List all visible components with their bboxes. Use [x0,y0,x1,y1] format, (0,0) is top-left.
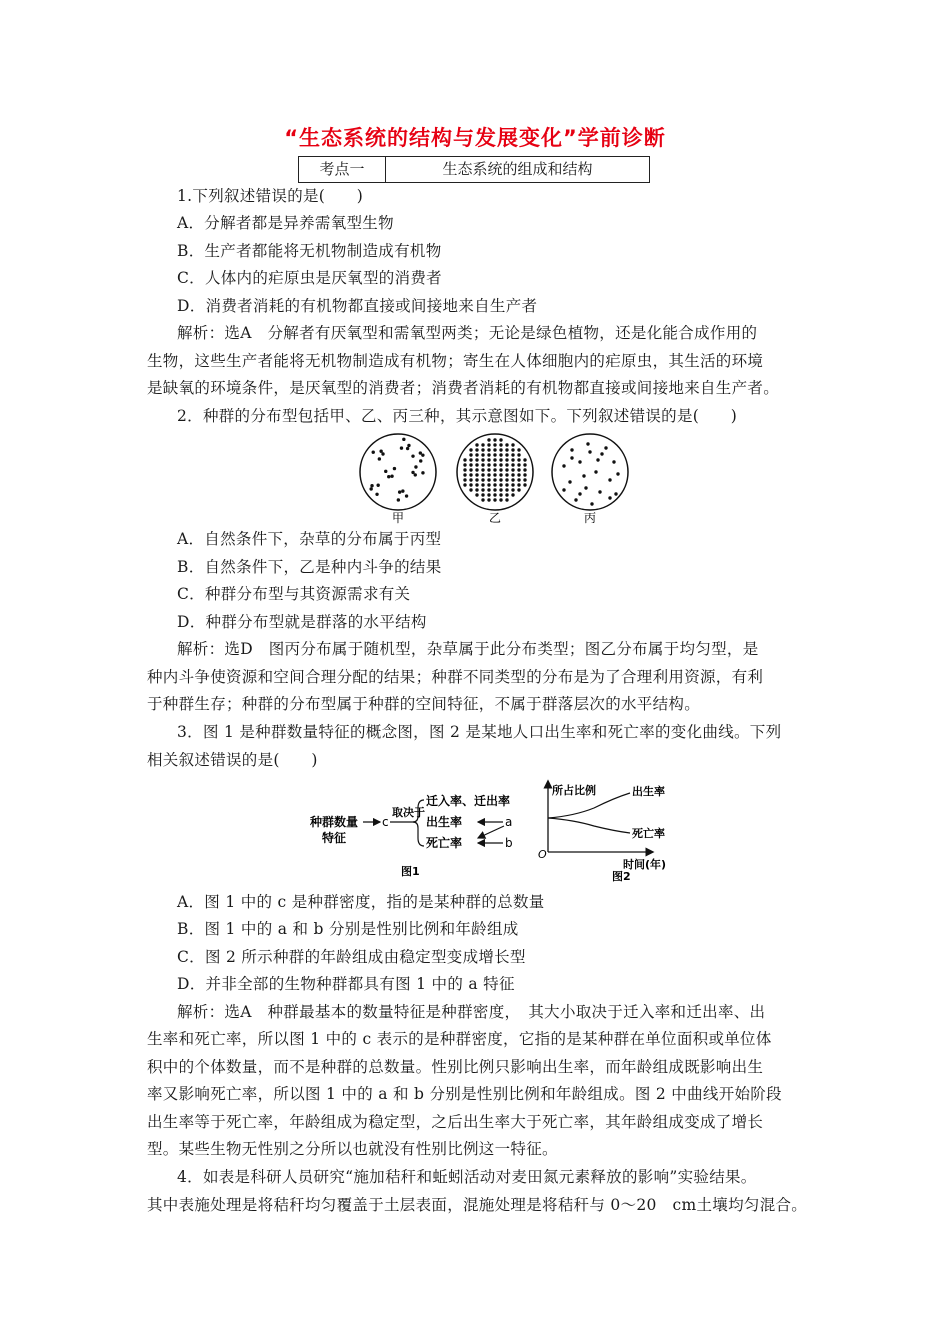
dot [505,458,508,461]
dot [481,448,484,451]
dot [511,468,514,471]
dot [517,478,520,481]
label-jia: 甲 [392,511,405,524]
fig1-death: 死亡率 [426,836,463,850]
dot [390,474,393,477]
dot [475,448,478,451]
clumped-dots [369,438,424,502]
fig2-origin: O [538,848,547,861]
dot [475,463,478,466]
figure-1 [308,786,533,882]
dot [517,488,520,491]
dot [562,464,565,467]
topic-name: 生态系统的组成和结构 [442,160,593,178]
dot [493,483,496,486]
dot [407,444,410,447]
dot [511,448,514,451]
dot [584,486,587,489]
dot [505,473,508,476]
dot [598,490,601,493]
dot [511,473,514,476]
dot [499,453,502,456]
dot [469,458,472,461]
q3-analysis-line: 积中的个体数量，而不是种群的总数量。性别比例只影响出生率，而年龄组成既影响出生 [147,1058,764,1076]
dot [517,458,520,461]
q2-option-b: B．自然条件下，乙是种内斗争的结果 [177,558,442,576]
dot [493,473,496,476]
dot [487,493,490,496]
dot [414,473,417,476]
dot [582,474,585,477]
dot [369,487,372,490]
dot [586,442,589,445]
q3-analysis-line: 型。某些生物无性别之分所以也就没有性别比例这一特征。 [147,1140,558,1158]
dot [469,478,472,481]
fig1-c: c [382,815,389,829]
dot [570,456,573,459]
dot [384,470,387,473]
dot [463,468,466,471]
page-title: “生态系统的结构与发展变化”学前诊断 [284,126,666,150]
dot [570,448,573,451]
q2-option-c: C．种群分布型与其资源需求有关 [177,585,411,603]
q1-option-b: B．生产者都能将无机物制造成有机物 [177,242,442,260]
dot [493,458,496,461]
label-bing: 丙 [584,511,597,524]
fig1-main-node-2: 特征 [322,831,347,845]
dot [469,463,472,466]
q1-option-a: A．分解者都是异养需氧型生物 [177,214,394,232]
dot [487,458,490,461]
dot [398,490,401,493]
dot [493,453,496,456]
dot [487,498,490,501]
dot [578,460,581,463]
dot [511,478,514,481]
dot [469,468,472,471]
dot [505,478,508,481]
dot [493,478,496,481]
dot [378,457,381,460]
uniform-dots [463,438,526,501]
dot [616,472,619,475]
dot [475,453,478,456]
dot [411,454,414,457]
dot [511,483,514,486]
dot [419,451,422,454]
dot [517,483,520,486]
dot [594,470,597,473]
dot [511,443,514,446]
dot [612,460,615,463]
dot [574,498,577,501]
distribution-figure [350,432,640,524]
topic-box [298,156,650,183]
dot [588,450,591,453]
dot [481,443,484,446]
dot [505,448,508,451]
dot [481,493,484,496]
dot [419,459,422,462]
q2-stem: 2．种群的分布型包括甲、乙、丙三种，其示意图如下。下列叙述错误的是( ) [177,407,738,425]
dot [499,488,502,491]
fig2-caption: 图2 [612,870,631,883]
dot [406,447,409,450]
dot [481,473,484,476]
dot [608,478,611,481]
dot [481,488,484,491]
q3-option-d: D．并非全部的生物种群都具有图 1 中的 a 特征 [177,975,515,993]
dot [493,488,496,491]
dot [505,468,508,471]
dot [481,498,484,501]
dot [499,478,502,481]
dot [590,502,593,505]
dot [578,492,581,495]
dot [493,438,496,441]
fig1-main-node: 种群数量 [310,815,359,829]
dot [493,493,496,496]
dot [499,493,502,496]
q2-option-d: D．种群分布型就是群落的水平结构 [177,613,427,631]
dot [421,471,424,474]
dot [475,493,478,496]
dot [499,468,502,471]
dot [469,483,472,486]
fig2-birth-label: 出生率 [632,785,665,798]
fig2-xlabel: 时间(年) [623,858,667,871]
q1-analysis-line: 解析：选A 分解者有厌氧型和需氧型两类；无论是绿色植物，还是化能合成作用的 [177,324,758,342]
death-rate-curve [548,818,630,833]
fig1-a: a [505,815,513,829]
dot [499,498,502,501]
dot [375,493,378,496]
q3-stem: 3．图 1 是种群数量特征的概念图，图 2 是某地人口出生率和死亡率的变化曲线。下列 [177,723,782,741]
dot [487,463,490,466]
dot [493,448,496,451]
dot [402,438,405,441]
q2-analysis-line: 解析：选D 图丙分布属于随机型，杂草属于此分布类型；图乙分布属于均匀型，是 [177,640,759,658]
dot [505,483,508,486]
dot [523,458,526,461]
dot [487,438,490,441]
dot [481,453,484,456]
fig1-caption: 图1 [401,865,420,878]
dot [523,478,526,481]
dot [604,446,607,449]
dot [487,473,490,476]
dot [505,498,508,501]
fig1-migration: 迁入率、迁出率 [426,794,511,808]
q3-stem: 相关叙述错误的是( ) [147,751,318,769]
dot [614,492,617,495]
q4-stem: 其中表施处理是将秸秆均匀覆盖于土层表面，混施处理是将秸秆与 0～20 cm土壤均匀混合。 [147,1196,808,1214]
dot [400,446,403,449]
dot [487,453,490,456]
dot [463,483,466,486]
dot [499,458,502,461]
dot [481,483,484,486]
dot [523,483,526,486]
dot [372,451,375,454]
dot [608,496,611,499]
fig1-birth: 出生率 [426,815,463,829]
q1-stem: 1.下列叙述错误的是( ) [177,187,364,205]
dot [463,458,466,461]
dot [469,453,472,456]
dot [469,488,472,491]
dot [487,488,490,491]
dot [481,458,484,461]
dot [493,443,496,446]
dot [463,478,466,481]
dot [493,498,496,501]
dot [499,443,502,446]
dot [463,463,466,466]
dot [511,493,514,496]
q3-analysis-line: 出生率等于死亡率，年龄组成为稳定型，之后出生率大于死亡率，其年龄组成变成了增长 [147,1113,764,1131]
dot [523,473,526,476]
dot [499,448,502,451]
fig1-b: b [505,836,513,850]
fig1-depends: 取决于 [392,806,425,819]
q3-analysis-line: 生率和死亡率，所以图 1 中的 c 表示的是种群密度，它指的是某种群在单位面积或单位体 [147,1030,772,1048]
q2-analysis-line: 种内斗争使资源和空间合理分配的结果；种群不同类型的分布是为了合理利用资源，有利 [147,668,764,686]
dot [475,458,478,461]
dot [493,468,496,471]
dot [379,450,382,453]
dot [475,473,478,476]
dot [381,452,384,455]
dot [475,478,478,481]
q1-option-d: D．消费者消耗的有机物都直接或间接地来自生产者 [177,297,538,315]
dot [505,463,508,466]
dot [511,488,514,491]
dot [487,483,490,486]
dot [401,489,404,492]
dot [487,448,490,451]
q3-analysis-line: 率又影响死亡率，所以图 1 中的 a 和 b 分别是性别比例和年龄组成。图 2 中曲线开始阶段 [147,1085,782,1103]
dot [499,483,502,486]
dot [469,473,472,476]
dot [414,465,417,468]
dot [481,463,484,466]
dot [475,443,478,446]
dot [493,463,496,466]
q1-analysis-line: 是缺氧的环境条件，是厌氧型的消费者；消费者消耗的有机物都直接或间接地来自生产者。 [147,379,780,397]
dot [517,463,520,466]
q4-stem: 4．如表是科研人员研究“施加秸秆和蚯蚓活动对麦田氮元素释放的影响”实验结果。 [177,1168,757,1186]
dot [511,458,514,461]
dot [568,480,571,483]
q1-analysis-line: 生物，这些生产者能将无机物制造成有机物；寄生在人体细胞内的疟原虫，其生活的环境 [147,352,764,370]
fig2-death-label: 死亡率 [632,827,665,840]
dot [517,468,520,471]
topic-label: 考点一 [299,157,386,182]
dot [511,453,514,456]
dot [596,458,599,461]
dot [487,443,490,446]
dot [387,475,390,478]
q3-option-b: B．图 1 中的 a 和 b 分别是性别比例和年龄组成 [177,920,519,938]
dot [505,493,508,496]
dot [505,488,508,491]
dot [475,468,478,471]
circle-bing [552,434,628,510]
q1-option-c: C．人体内的疟原虫是厌氧型的消费者 [177,269,442,287]
dot [517,453,520,456]
dot [523,468,526,471]
dot [397,498,400,501]
fig2-ylabel: 所占比例 [552,784,596,797]
q2-analysis-line: 于种群生存；种群的分布型属于种群的空间特征，不属于群落层次的水平结构。 [147,695,701,713]
dot [405,494,408,497]
dot [499,438,502,441]
q3-option-c: C．图 2 所示种群的年龄组成由稳定型变成增长型 [177,948,526,966]
q2-option-a: A．自然条件下，杂草的分布属于丙型 [177,530,442,548]
dot [376,484,379,487]
dot [487,468,490,471]
dot [523,463,526,466]
dot [463,473,466,476]
dot [517,473,520,476]
dot [370,484,373,487]
random-dots [562,442,619,505]
dot [481,478,484,481]
dot [393,467,396,470]
dot [469,448,472,451]
dot [475,488,478,491]
dot [475,483,478,486]
dot [600,452,603,455]
dot [505,443,508,446]
dot [562,488,565,491]
q3-analysis-line: 解析：选A 种群最基本的数量特征是种群密度， 其大小取决于迁入率和迁出率、出 [177,1003,766,1021]
figure-2 [534,778,704,886]
label-yi: 乙 [489,511,502,524]
dot [481,468,484,471]
dot [511,463,514,466]
dot [505,453,508,456]
dot [499,473,502,476]
q3-option-a: A．图 1 中的 c 是种群密度，指的是某种群的总数量 [177,893,545,911]
dot [517,448,520,451]
dot [487,478,490,481]
dot [499,463,502,466]
